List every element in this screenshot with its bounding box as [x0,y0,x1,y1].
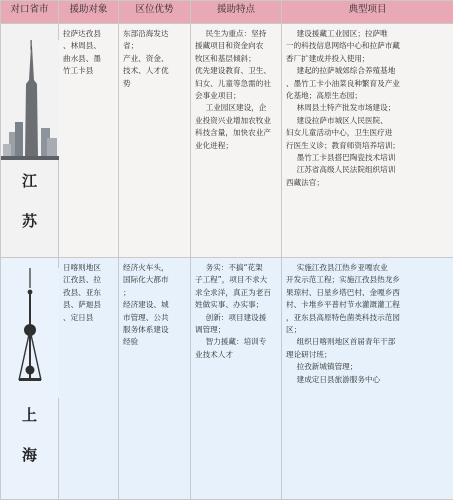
projects-cell [282,258,453,500]
targets-line: 、定日县 [63,312,94,322]
advantages-line: 市管理、公共 [123,312,169,322]
projects-line: 建成定日县旅游服务中心 [296,374,381,384]
header-targets: 援助对象 [59,1,119,24]
projects-line: 、墨竹工卡小油菜良种繁育及产业 [286,78,400,88]
targets-line: 竹工卡县 [63,66,94,76]
targets-text [59,258,118,324]
features-line: 工业园区建设，企 [205,103,267,113]
projects-line: 化基地；高原生态园； [286,91,362,101]
features-line: 调管理； [195,325,226,335]
projects-line: 一的科技信息网络中心和拉萨市藏 [286,41,400,51]
projects-text [282,24,453,189]
features-line: 子工程”，项目不求大 [195,275,268,285]
advantages-cell [119,24,191,258]
targets-cell [59,258,119,500]
header-features: 援助特点 [191,1,282,24]
region-char-2: 海 [21,446,37,464]
projects-line: 妇女儿童活动中心，卫生医疗进 [286,128,393,138]
features-line: 牧区和基层倾斜； [195,53,256,63]
projects-line: 区； [286,325,302,335]
projects-line: 墨竹工卡县搭巴陶瓷技术培训 [296,153,396,163]
advantages-line: 东部沿海发达 [123,29,169,38]
projects-cell [282,24,453,258]
features-line: 业投资兴业增加农牧业 [195,115,271,125]
advantages-line: 技术、人才优 [123,66,169,76]
targets-line: 江孜县、拉 [63,275,101,285]
targets-cell [59,24,119,258]
projects-line: 实施江孜县江热乡亚嘎农业 [296,263,388,272]
features-text [191,258,281,361]
features-text [191,24,281,152]
features-cell [191,24,282,258]
advantages-line: 经济火车头， [123,263,169,272]
nanjing-skyline-image [1,40,59,160]
projects-line: 理论研讨班； [286,349,332,359]
features-line: 会事业项目； [195,91,241,101]
features-line: 业技术人才 [195,349,233,359]
projects-line: 建设援藏工业园区；拉萨唯 [296,29,388,38]
projects-line: 建设拉萨市城区人民医院、 [296,115,388,125]
targets-line: 日喀则地区 [63,263,101,272]
region-char-2: 苏 [21,212,37,230]
projects-line: 组织日喀则地区首届青年干部 [296,337,396,347]
features-cell [191,258,282,500]
advantages-text [119,24,190,90]
advantages-line: 省； [123,41,139,51]
projects-line: 林周县土特产批发市场建设； [296,103,396,113]
projects-text [282,258,453,386]
projects-line: 果琼村、日星乡塔巴村、金嘎乡西 [286,287,400,297]
shanghai-tower-image [1,268,59,398]
region-cell-shanghai [1,258,59,500]
projects-line: 开发示范工程；实施江孜县热龙乡 [286,275,400,285]
targets-text [59,24,118,78]
targets-line: 曲水县、墨 [63,53,101,63]
features-line: 科技含量，加快农业产 [195,128,271,138]
header-advantages: 区位优势 [119,1,191,24]
features-line: 优先建设教育、卫生、 [195,66,271,76]
advantages-line: 国际化大都市 [123,275,169,285]
projects-line: 江苏省高级人民法院组织培训 [296,165,396,175]
features-line: 创新：项目建设援 [205,312,267,322]
features-line: 援藏项目和资金向农 [195,41,264,51]
advantages-line: ； [123,287,131,297]
targets-line: 孜县、亚东 [63,287,101,297]
advantages-line: 经验 [123,337,139,347]
table-row-jiangsu [1,24,453,258]
features-line: 民生为重点：坚持 [205,29,267,38]
advantages-line: 服务体系建设 [123,325,169,335]
region-char-1: 江 [21,172,37,190]
projects-line: 西藏法官； [286,177,324,187]
region-cell-jiangsu [1,24,59,258]
features-line: 智力援藏：培训专 [205,337,267,347]
table-row-shanghai [1,258,453,500]
advantages-line: 产业、资金、 [123,53,169,63]
projects-line: 行医生义诊；教育师资培养培训； [286,140,400,150]
targets-line: 、林周县、 [63,41,101,51]
advantages-line: 经济建设、城 [123,300,169,310]
header-region: 对口省市 [1,1,59,24]
targets-line: 拉萨达孜县 [63,29,101,38]
header-projects: 典型项目 [282,1,453,24]
features-line: 妇女、儿童等急需的社 [195,78,271,88]
advantages-line: 势 [123,78,131,88]
targets-line: 县、萨迦县 [63,300,101,310]
projects-line: 村、卡堆乡平普村节水灌溉灌工程 [286,300,400,310]
region-char-1: 上 [21,406,37,424]
projects-line: ，亚东县高原特色菌类科技示范园 [286,312,400,322]
features-line: 姓做实事、办实事； [195,300,264,310]
features-line: 业化进程； [195,140,233,150]
projects-line: 拉孜新城镇管理； [296,362,358,372]
projects-line: 建起的拉萨城郊综合养殖基地 [296,66,396,76]
header-row [1,1,453,24]
advantages-cell [119,258,191,500]
advantages-text [119,258,190,349]
features-line: 务实：不搞“花架 [205,263,263,272]
projects-line: 香厂扩建成并投入使用； [286,53,370,63]
features-line: 求全求洋，真正为老百 [195,287,271,297]
